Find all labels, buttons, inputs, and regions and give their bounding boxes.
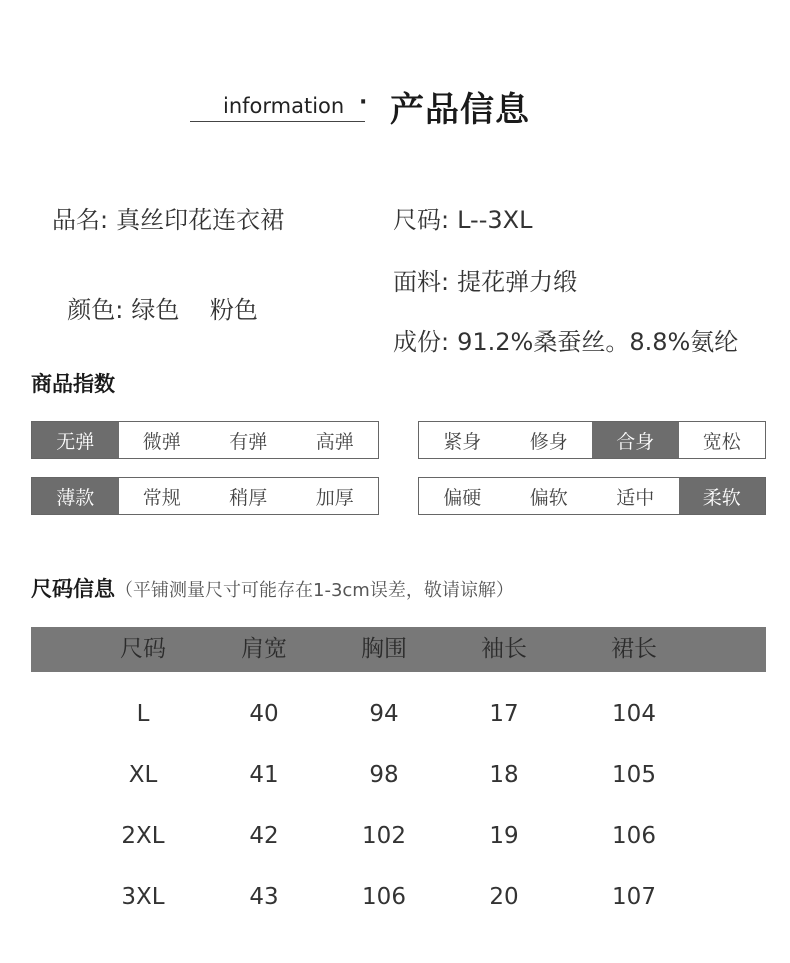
table-cell: 18 <box>489 762 519 788</box>
thickness-option-3: 加厚 <box>315 486 354 509</box>
page-title <box>190 80 550 130</box>
size-table-header-cell: 袖长 <box>481 636 527 662</box>
info-fabric-value: 提花弹力缎 <box>457 268 578 296</box>
table-cell: 94 <box>369 701 399 727</box>
size-table-header-cell: 肩宽 <box>241 636 287 662</box>
info-content-value: 91.2%桑蚕丝。8.8%氨纶 <box>457 328 739 356</box>
size-table-header-cell: 尺码 <box>120 636 166 662</box>
table-cell: 106 <box>612 823 656 849</box>
softness-scale <box>418 477 766 515</box>
info-color-value: 绿色 粉色 <box>131 296 258 324</box>
table-cell: 3XL <box>121 884 165 910</box>
table-row <box>0 877 790 917</box>
table-cell: 41 <box>249 762 279 788</box>
size-section-title <box>31 573 514 603</box>
elasticity-option-2: 有弹 <box>229 430 268 453</box>
title-english: information <box>223 94 345 118</box>
fit-scale <box>418 421 766 459</box>
table-cell: 106 <box>362 884 406 910</box>
table-row <box>0 755 790 795</box>
softness-option-3: 柔软 <box>679 478 766 514</box>
info-color <box>52 262 258 325</box>
table-cell: 105 <box>612 762 656 788</box>
info-fabric-sep: : <box>441 268 450 296</box>
size-note: （平铺测量尺寸可能存在1-3cm误差，敬请谅解） <box>115 580 514 601</box>
table-row <box>0 816 790 856</box>
info-fabric <box>393 262 577 297</box>
elasticity-option-3: 高弹 <box>315 430 354 453</box>
table-cell: 107 <box>612 884 656 910</box>
thickness-option-1: 常规 <box>142 486 181 509</box>
info-fabric-label: 面料 <box>393 268 441 296</box>
info-name-label: 品名 <box>52 206 100 234</box>
info-name-value: 真丝印花连衣裙 <box>116 206 285 234</box>
info-size-value: L--3XL <box>457 206 533 234</box>
softness-option-0: 偏硬 <box>443 486 482 509</box>
info-color-sep: : <box>115 296 124 324</box>
title-underline <box>190 121 365 122</box>
table-cell: 40 <box>249 701 279 727</box>
info-content <box>393 322 738 357</box>
thickness-option-2: 稍厚 <box>229 486 268 509</box>
table-row <box>0 694 790 734</box>
table-cell: 43 <box>249 884 279 910</box>
table-cell: 2XL <box>121 823 165 849</box>
fit-option-3: 宽松 <box>702 430 741 453</box>
index-title: 商品指数 <box>31 372 115 396</box>
elasticity-option-1: 微弹 <box>142 430 181 453</box>
table-cell: 17 <box>489 701 519 727</box>
elasticity-scale <box>31 421 379 459</box>
elasticity-option-0: 无弹 <box>32 422 119 458</box>
table-cell: L <box>136 701 150 727</box>
table-cell: 98 <box>369 762 399 788</box>
info-size <box>393 200 532 235</box>
info-name <box>52 200 284 235</box>
size-table-header-cell: 裙长 <box>611 636 657 662</box>
info-color-label: 颜色 <box>67 296 116 324</box>
size-table-header-cell: 胸围 <box>361 636 407 662</box>
softness-option-2: 适中 <box>616 486 655 509</box>
info-content-sep: : <box>441 328 450 356</box>
title-chinese: 产品信息 <box>390 90 530 130</box>
fit-option-0: 紧身 <box>443 430 482 453</box>
fit-option-2: 合身 <box>592 422 679 458</box>
title-dot: · <box>359 90 368 115</box>
thickness-option-0: 薄款 <box>32 478 119 514</box>
info-size-sep: : <box>441 206 450 234</box>
info-size-label: 尺码 <box>393 206 441 234</box>
size-title: 尺码信息 <box>31 577 115 601</box>
size-table-header <box>31 627 766 672</box>
table-cell: 104 <box>612 701 656 727</box>
thickness-scale <box>31 477 379 515</box>
table-cell: 42 <box>249 823 279 849</box>
softness-option-1: 偏软 <box>529 486 568 509</box>
info-name-sep: : <box>100 206 109 234</box>
table-cell: 20 <box>489 884 519 910</box>
fit-option-1: 修身 <box>529 430 568 453</box>
table-cell: 19 <box>489 823 519 849</box>
table-cell: XL <box>128 762 158 788</box>
info-content-label: 成份 <box>393 328 441 356</box>
table-cell: 102 <box>362 823 406 849</box>
